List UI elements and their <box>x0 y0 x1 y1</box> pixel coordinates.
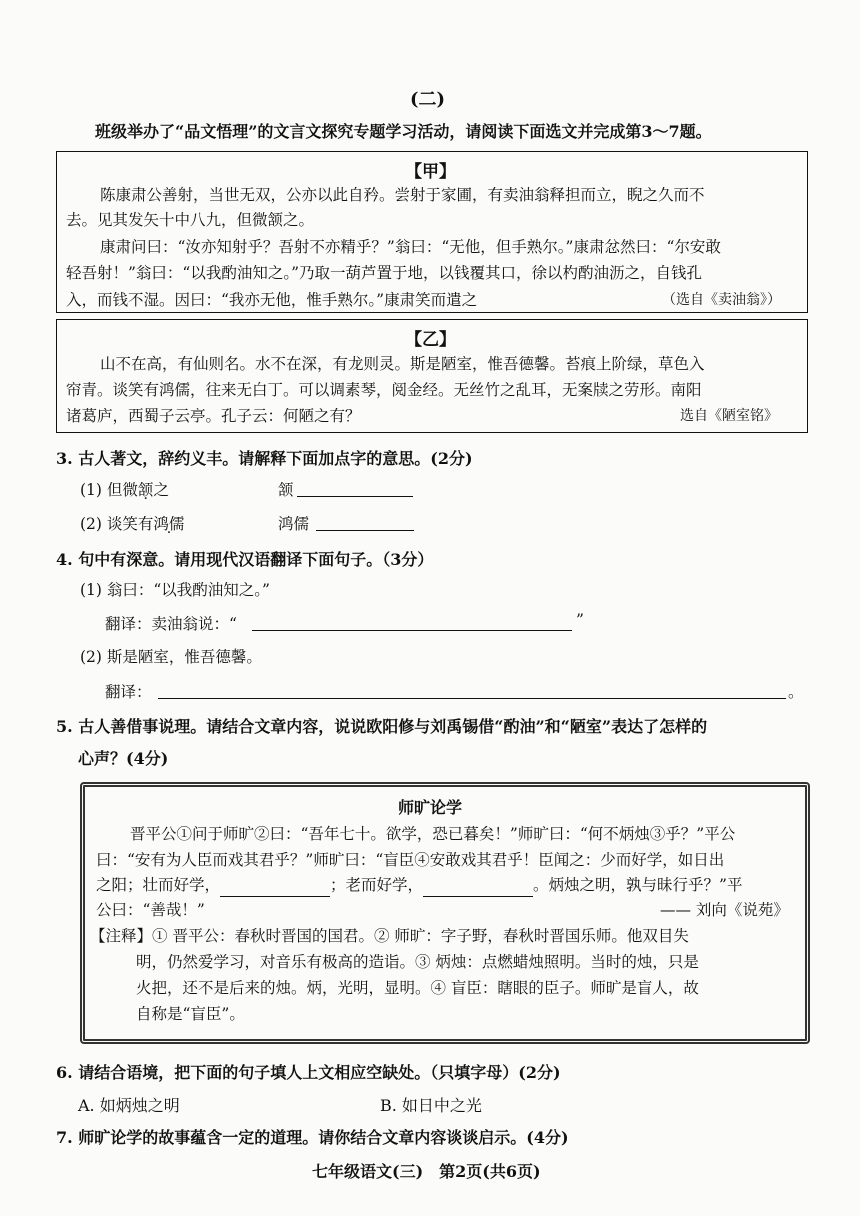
question-3-item-1 <box>80 478 169 502</box>
shikuang-note-4: 自称是“盲臣”。 <box>136 1005 245 1023</box>
q3-item2-pre: 谈笑有 <box>106 515 154 533</box>
q3-item1-pre: 但微 <box>106 481 138 499</box>
passage-jia-line-1: 陈康肃公善射，当世无双，公亦以此自矜。尝射于家圃，有卖油翁释担而立，睨之久而不 <box>100 186 705 204</box>
q3-item2-answer-line[interactable] <box>316 512 414 531</box>
shikuang-p3c: 。炳烛之明，孰与昧行乎？”平 <box>533 876 743 894</box>
q4-trans1-answer-line[interactable] <box>252 612 572 631</box>
passage-yi-line-3: 诸葛庐，西蜀子云亭。孔子云：何陋之有？ <box>66 407 361 425</box>
shikuang-para-2: 曰：“安有为人臣而戏其君乎？”师旷曰：“盲臣④安敢戏其君乎！臣闻之：少而好学，如日出 <box>96 851 725 869</box>
q3-item1-post: 之 <box>153 481 169 499</box>
passage-jia-line-4: 轻吾射！”翁曰：“以我酌油知之。”乃取一葫芦置于地，以钱覆其口，徐以杓酌油沥之，自钱孔 <box>66 264 703 282</box>
shikuang-note-2: 明，仍然爱学习，对音乐有极高的造诣。③ 炳烛：点燃蜡烛照明。当时的烛，只是 <box>136 953 699 971</box>
passage-jia-line-5: 入，而钱不湿。因曰：“我亦无他，惟手熟尔。”康肃笑而遣之 <box>66 291 478 309</box>
q3-item1-answer-line[interactable] <box>297 478 413 497</box>
passage-jia-line-3: 康肃问曰：“汝亦知射乎？吾射不亦精乎？”翁曰：“无他，但手熟尔。”康肃忿然曰：“尔安敢 <box>100 238 721 256</box>
q3-item1-word: 颔 <box>278 481 294 499</box>
question-4-stem: 4. 句中有深意。请用现代汉语翻译下面句子。（3分） <box>56 550 434 569</box>
shikuang-blank-2[interactable] <box>423 878 533 897</box>
shikuang-note-1 <box>90 924 689 948</box>
shikuang-p3b: ；老而好学， <box>330 876 424 894</box>
shikuang-note-3: 火把，还不是后来的烛。炳，光明，显明。④ 盲臣：瞎眼的臣子。师旷是盲人，故 <box>136 979 699 997</box>
q4-trans1-prefix: 翻译：卖油翁说：“ <box>105 615 237 633</box>
passage-jia-source: （选自《卖油翁》） <box>662 292 781 308</box>
q4-trans2-prefix: 翻译： <box>105 683 152 701</box>
q4-trans2-answer-line[interactable] <box>158 680 786 699</box>
passage-yi-line-1: 山不在高，有仙则名。水不在深，有龙则灵。斯是陋室，惟吾德馨。苔痕上阶绿，草色入 <box>100 355 705 373</box>
section-number: (二) <box>410 89 446 110</box>
question-3-item-2 <box>80 512 184 536</box>
shikuang-title: 师旷论学 <box>398 798 463 817</box>
shikuang-source: —— 刘向《说苑》 <box>660 901 789 919</box>
section-intro: 班级举办了“品文悟理”的文言文探究专题学习活动，请阅读下面选文并完成第3～7题。 <box>95 122 712 141</box>
question-5-line-2: 心声？(4分) <box>78 749 169 768</box>
question-7-stem: 7. 师旷论学的故事蕴含一定的道理。请你结合文章内容谈谈启示。(4分) <box>56 1128 569 1147</box>
q3-item1-dotted: 颔 <box>137 481 154 499</box>
q3-item2-no: (2) <box>80 515 102 533</box>
q6-option-a: A. 如炳烛之明 <box>78 1096 180 1115</box>
shikuang-note-label: 【注释】 <box>90 927 153 945</box>
question-6-stem: 6. 请结合语境，把下面的句子填人上文相应空缺处。（只填字母）(2分) <box>56 1063 561 1082</box>
shikuang-para-3 <box>96 873 742 897</box>
shikuang-para-4: 公曰：“善哉！” <box>96 901 205 919</box>
q4-trans2-suffix: 。 <box>788 683 804 701</box>
passage-jia-line-2: 去。见其发矢十中八九，但微颔之。 <box>66 211 315 229</box>
shikuang-note-1-text: ① 晋平公：春秋时晋国的国君。② 师旷：字子野，春秋时晋国乐师。他双目失 <box>152 927 689 945</box>
passage-yi-label: 【乙】 <box>405 330 456 350</box>
shikuang-p3a: 之阳；壮而好学， <box>96 876 221 894</box>
q3-item2-word: 鸿儒 <box>278 515 310 533</box>
passage-jia-label: 【甲】 <box>405 162 456 182</box>
q4-trans1-suffix: ” <box>576 611 584 629</box>
shikuang-blank-1[interactable] <box>220 878 330 897</box>
q4-item-2: (2) 斯是陋室，惟吾德馨。 <box>80 648 262 666</box>
q3-item2-dotted: 鸿儒 <box>153 515 185 533</box>
q4-item-1: (1) 翁曰：“以我酌油知之。” <box>80 581 270 599</box>
q6-option-b: B. 如日中之光 <box>380 1096 482 1115</box>
question-3-stem: 3. 古人著文，辞约义丰。请解释下面加点字的意思。(2分) <box>56 449 473 468</box>
shikuang-para-1: 晋平公①问于师旷②曰：“吾年七十。欲学，恐已暮矣！”师旷曰：“何不炳烛③乎？”平公 <box>130 825 736 843</box>
question-5-line-1: 5. 古人善借事说理。请结合文章内容，说说欧阳修与刘禹锡借“酌油”和“陋室”表达了怎样的 <box>56 717 708 736</box>
passage-yi-line-2: 帘青。谈笑有鸿儒，往来无白丁。可以调素琴，阅金经。无丝竹之乱耳，无案牍之劳形。南阳 <box>66 381 702 399</box>
q3-item1-no: (1) <box>80 481 102 499</box>
page-footer: 七年级语文(三) 第2页(共6页) <box>312 1162 541 1181</box>
passage-yi-source: 选自《陋室铭》 <box>680 408 778 424</box>
